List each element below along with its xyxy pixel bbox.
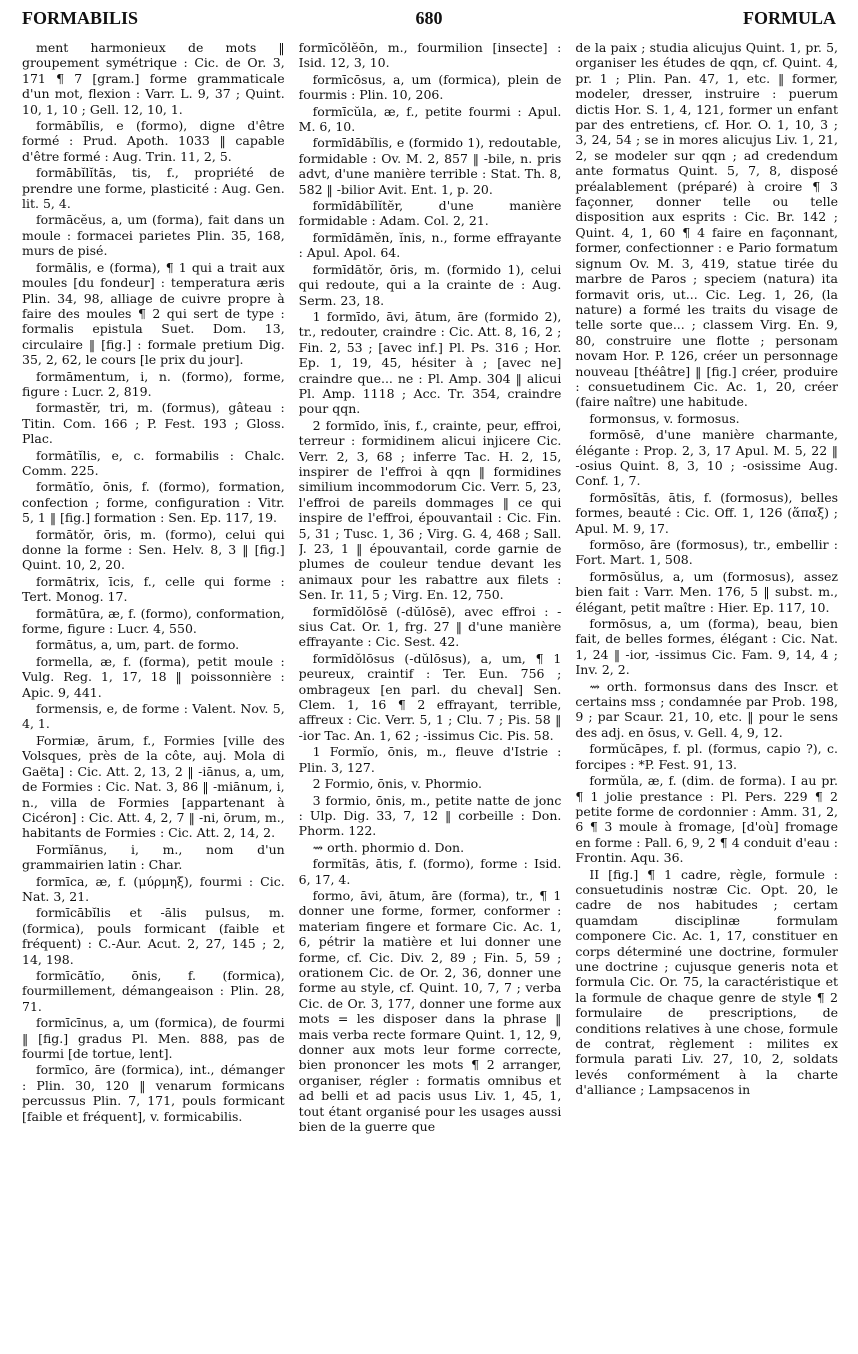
dictionary-entry: ⇝ orth. phormio d. Don. bbox=[312, 839, 465, 855]
column-2 bbox=[299, 40, 562, 1346]
dictionary-entry: 2 Formio, ōnis, v. Phormio. bbox=[312, 776, 482, 792]
dictionary-entry: ⇝ orth. formonsus dans des Inscr. et certains mss ; condamnée par Prob. 198, 9 ; par Scaur. 21, 10, etc. ‖ pour le sens des adj. en ōsus, v. Gell. 4, 9, 12. bbox=[575, 678, 839, 740]
dictionary-entry: formātus, a, um, part. de formo. bbox=[36, 637, 240, 653]
dictionary-entry: formātĭo, ōnis, f. (formo), formation, confection ; forme, configuration : Vitr. 5, 1 ‖ [fig.] formation : Sen. Ep. 117, 19. bbox=[22, 479, 285, 526]
dictionary-entry: formīdābĭlĭtĕr, d'une manière formidable : Adam. Col. 2, 21. bbox=[298, 198, 562, 229]
dictionary-entry: formōso, āre (formosus), tr., embellir : Fort. Mart. 1, 508. bbox=[575, 537, 839, 568]
dictionary-entry: formīdātŏr, ōris, m. (formido 1), celui qui redoute, qui a la crainte de : Aug. Serm. 23, 18. bbox=[298, 261, 562, 308]
dictionary-entry: de la paix ; studia alicujus Quint. 1, pr. 5, organiser les études de qqn, cf. Quint. 4, pr. 1 ; Plin. Pan. 47, 1, etc. ‖ former, modeler, dresser, instruire : puerum dictis Hor. S. 1, 4, 121, former un enfant par des entretiens, cf. Hor. O. 1, 10, 3 ; 3, 24, 54 ; se in mores alicujus Liv. 1, 21, 2, se modeler sur qqn ; ad credendum ante formatus Quint. 5, 7, 8, disposé préalablement (préparé) à croire ¶ 3 façonner, donner telle ou telle disposition aux esprits : Cic. Br. 142 ; Quint. 4, 1, 60 ¶ 4 faire en façonnant, former, confectionner : e Pario formatum signum Ov. M. 3, 419, statue tirée du marbre de Paros ; speciem (natura) ita formavit oris, ut... Cic. Leg. 1, 26, (la nature) a formé les traits du visage de telle sorte que... ; classem Virg. En. 9, 80, construire une flotte ; personam novam Hor. P. 126, créer un personnage nouveau [théâtre] ‖ [fig.] créer, produire : consuetudinem Cic. Ac. 1, 20, créer (faire naître) une habitude. bbox=[575, 40, 839, 410]
dictionary-entry: formensis, e, de forme : Valent. Nov. 5, 4, 1. bbox=[22, 701, 285, 732]
dictionary-entry: formātŏr, ōris, m. (formo), celui qui donne la forme : Sen. Helv. 8, 3 ‖ [fig.] Quint. 10, 2, 20. bbox=[22, 526, 285, 573]
dictionary-entry: formĭtās, ātis, f. (formo), forme : Isid. 6, 17, 4. bbox=[298, 856, 562, 887]
dictionary-entry: formonsus, v. formosus. bbox=[589, 410, 740, 426]
dictionary-entry: formāmentum, i, n. (formo), forme, figure : Lucr. 2, 819. bbox=[22, 368, 285, 399]
dictionary-entry: formīcŏlĕōn, m., fourmilion [insecte] : Isid. 12, 3, 10. bbox=[298, 40, 562, 71]
dictionary-entry: formōsĭtās, ātis, f. (formosus), belles formes, beauté : Cic. Off. 1, 126 (ἅπαξ) ; Apul. M. 9, 17. bbox=[575, 489, 839, 536]
dictionary-entry: 3 formio, ōnis, m., petite natte de jonc : Ulp. Dig. 33, 7, 12 ‖ corbeille : Don. Phorm. 122. bbox=[298, 792, 562, 839]
dictionary-entry: formŭcāpes, f. pl. (formus, capio ?), c. forcipes : *P. Fest. 91, 13. bbox=[575, 741, 839, 772]
dictionary-entry: formōsŭlus, a, um (formosus), assez bien fait : Varr. Men. 176, 5 ‖ subst. m., élégant, petit maître : Hier. Ep. 117, 10. bbox=[575, 568, 839, 615]
dictionary-entry: formōsus, a, um (forma), beau, bien fait, de belles formes, élégant : Cic. Nat. 1, 24 ‖ -ior, -issimus Cic. Fam. 9, 14, 4 ; Inv. 2, 2. bbox=[575, 616, 839, 678]
dictionary-entry: formācĕus, a, um (forma), fait dans un moule : formacei parietes Plin. 35, 168, murs de pisé. bbox=[22, 212, 285, 259]
dictionary-entry: formābĭlĭtās, tis, f., propriété de prendre une forme, plasticité : Aug. Gen. lit. 5, 4. bbox=[22, 165, 285, 212]
dictionary-entry: formātrix, īcis, f., celle qui forme : Tert. Monog. 17. bbox=[22, 573, 285, 605]
page-number: 680 bbox=[415, 8, 443, 28]
dictionary-entry: formābĭlis, e (formo), digne d'être formé : Prud. Apoth. 1033 ‖ capable d'être formé : Aug. Trin. 11, 2, 5. bbox=[22, 118, 285, 164]
running-head-right: FORMULA bbox=[743, 8, 836, 28]
dictionary-entry: formātĭlis, e, c. formabilis : Chalc. Comm. 225. bbox=[22, 447, 285, 478]
dictionary-entry: formīdāmĕn, ĭnis, n., forme effrayante : Apul. Apol. 64. bbox=[298, 229, 562, 261]
dictionary-entry: formīdābĭlis, e (formido 1), redoutable, formidable : Ov. M. 2, 857 ‖ -bile, n. pris advt, d'une manière terrible : Stat. Th. 8, 582 ‖ -bilior Avit. Ent. 1, p. 20. bbox=[298, 135, 562, 197]
dictionary-entry: 1 Formĭo, ōnis, m., fleuve d'Istrie : Plin. 3, 127. bbox=[298, 744, 562, 775]
dictionary-entry: formīdŏlōsus (-dŭlōsus), a, um, ¶ 1 peureux, craintif : Ter. Eun. 756 ; ombrageux [en parl. du cheval] Sen. Clem. 1, 16 ¶ 2 effrayant, terrible, affreux : Cic. Verr. 5, 1 ; Clu. 7 ; Pis. 58 ‖ -ior Tac. An. 1, 62 ; -issimus Cic. Pis. 58. bbox=[298, 650, 562, 743]
dictionary-entry: formīcātĭo, ōnis, f. (formica), fourmillement, démangeaison : Plin. 28, 71. bbox=[22, 967, 285, 1014]
dictionary-entry: formīco, āre (formica), int., démanger : Plin. 30, 120 ‖ venarum formicans percussus Plin. 7, 171, pouls formicant [faible et fréquent], v. formicabilis. bbox=[22, 1062, 285, 1124]
dictionary-entry: formīcōsus, a, um (formica), plein de fourmis : Plin. 10, 206. bbox=[298, 71, 562, 103]
dictionary-entry: ment harmonieux de mots ‖ groupement symétrique : Cic. de Or. 3, 171 ¶ 7 [gram.] forme grammaticale d'un mot, flexion : Varr. L. 9, 37 ; Quint. 10, 1, 10 ; Gell. 12, 10, 1. bbox=[22, 40, 285, 117]
dictionary-entry: formīcābĭlis et -ālis pulsus, m. (formica), pouls formicant (faible et fréquent) : C.-Aur. Acut. 2, 27, 145 ; 2, 14, 198. bbox=[22, 905, 285, 967]
dictionary-entry: formo, āvi, ātum, āre (forma), tr., ¶ 1 donner une forme, former, conformer : materiam fingere et formare Cic. Ac. 1, 6, pétrir la matière et lui donner une forme, cf. Cic. Div. 2, 89 ; Fin. 5, 59 ; orationem Cic. de Or. 2, 36, donner une forme au style, cf. Quint. 10, 7, 7 ; verba Cic. de Or. 3, 177, donner une forme aux mots = les disposer dans la phrase ‖ mais verba recte formare Quint. 1, 12, 9, donner aux mots leur forme correcte, bien prononcer les mots ¶ 2 arranger, organiser, régler : formatis omnibus et ad belli et ad pacis usus Liv. 1, 45, 1, tout étant organisé pour les usages aussi bien de la guerre que bbox=[298, 887, 562, 1135]
dictionary-entry: formīcīnus, a, um (formica), de fourmi ‖ [fig.] gradus Pl. Men. 888, pas de fourmi [de tortue, lent]. bbox=[22, 1015, 285, 1061]
dictionary-entry: formātūra, æ, f. (formo), conformation, forme, figure : Lucr. 4, 550. bbox=[22, 605, 285, 637]
dictionary-entry: II [fig.] ¶ 1 cadre, règle, formule : consuetudinis nostræ Cic. Opt. 20, le cadre de nos habitudes ; certam quamdam disciplinæ formulam componere Cic. Ac. 1, 17, constituer en corps déterminé une doctrine, formuler une doctrine ; cujusque generis nota et formula Cic. Or. 75, la caractéristique et la formule de chaque genre de style ¶ 2 formulaire de prescriptions, de conditions relatives à une chose, formule de contrat, règlement : milites ex formula parati Liv. 27, 10, 2, soldats levés conformément à la charte d'alliance ; Lampsacenos in bbox=[575, 866, 839, 1098]
dictionary-entry: formālis, e (forma), ¶ 1 qui a trait aux moules [du fondeur] : temperatura æris Plin. 34, 98, alliage de cuivre propre à faire des moules ¶ 2 qui sert de type : formalis epistula Suet. Dom. 13, circulaire ‖ [fig.] : formale pretium Dig. 35, 2, 62, le cours [le prix du jour]. bbox=[22, 259, 285, 368]
dictionary-entry: Formiæ, ārum, f., Formies [ville des Volsques, près de la côte, auj. Mola di Gaëta] : Cic. Att. 2, 13, 2 ‖ -iānus, a, um, de Formies : Cic. Nat. 3, 86 ‖ -miānum, i, n., villa de Formies [appartenant à Cicéron] : Cic. Att. 4, 2, 7 ‖ -ni, ōrum, m., habitants de Formies : Cic. Att. 2, 14, 2. bbox=[22, 732, 285, 841]
dictionary-entry: formella, æ, f. (forma), petit moule : Vulg. Reg. 1, 17, 18 ‖ poissonnière : Apic. 9, 441. bbox=[22, 653, 285, 700]
dictionary-entry: Formĭānus, i, m., nom d'un grammairien latin : Char. bbox=[22, 841, 285, 873]
running-head-left: FORMABILIS bbox=[22, 8, 139, 28]
column-1 bbox=[22, 40, 285, 1346]
dictionary-entry: 1 formīdo, āvi, ātum, āre (formido 2), tr., redouter, craindre : Cic. Att. 8, 16, 2 ; Fin. 2, 53 ; [avec inf.] Pl. Ps. 316 ; Hor. Ep. 1, 19, 45, hésiter à ; [avec ne] craindre que... ne : Pl. Amp. 304 ‖ alicui Pl. Amp. 1118 ; Acc. Tr. 354, craindre pour qqn. bbox=[298, 308, 562, 417]
dictionary-entry: formŭla, æ, f. (dim. de forma). I au pr. ¶ 1 jolie prestance : Pl. Pers. 229 ¶ 2 petite forme de cordonnier : Amm. 31, 2, 6 ¶ 3 moule à fromage, [d'où] fromage en forme : Pall. 6, 9, 2 ¶ 4 conduit d'eau : Frontin. Aqu. 36. bbox=[575, 773, 839, 866]
dictionary-entry: formīca, æ, f. (μύρμηξ), fourmi : Cic. Nat. 3, 21. bbox=[22, 873, 285, 904]
dictionary-entry: formīcŭla, æ, f., petite fourmi : Apul. M. 6, 10. bbox=[298, 103, 562, 135]
dictionary-entry: formōsē, d'une manière charmante, élégante : Prop. 2, 3, 17 Apul. M. 5, 22 ‖ -osius Quint. 8, 3, 10 ; -osissime Aug. Conf. 1, 7. bbox=[575, 427, 839, 489]
dictionary-entry: formastĕr, tri, m. (formus), gâteau : Titin. Com. 166 ; P. Fest. 193 ; Gloss. Plac. bbox=[22, 400, 285, 447]
dictionary-columns bbox=[22, 40, 838, 1346]
dictionary-entry: formīdŏlōsē (-dŭlōsē), avec effroi : -sius Cat. Or. 1, frg. 27 ‖ d'une manière effrayante : Cic. Sest. 42. bbox=[298, 603, 562, 650]
dictionary-entry: 2 formīdo, ĭnis, f., crainte, peur, effroi, terreur : formidinem alicui injicere Cic. Verr. 2, 3, 68 ; inferre Tac. H. 2, 15, inspirer de l'effroi à qqn ‖ formidines similium incommodorum Cic. Verr. 5, 23, l'effroi de pareils dommages ‖ ce qui inspire de l'effroi, épouvantail : Cic. Fin. 5, 31 ; Tusc. 1, 36 ; Virg. G. 4, 468 ; Sall. J. 23, 1 ‖ épouvantail, corde garnie de plumes de couleur tendue devant les animaux pour les rabattre aux filets : Sen. Ir. 11, 5 ; Virg. En. 12, 750. bbox=[298, 417, 562, 603]
column-3 bbox=[575, 40, 838, 1346]
page-header bbox=[22, 8, 836, 34]
